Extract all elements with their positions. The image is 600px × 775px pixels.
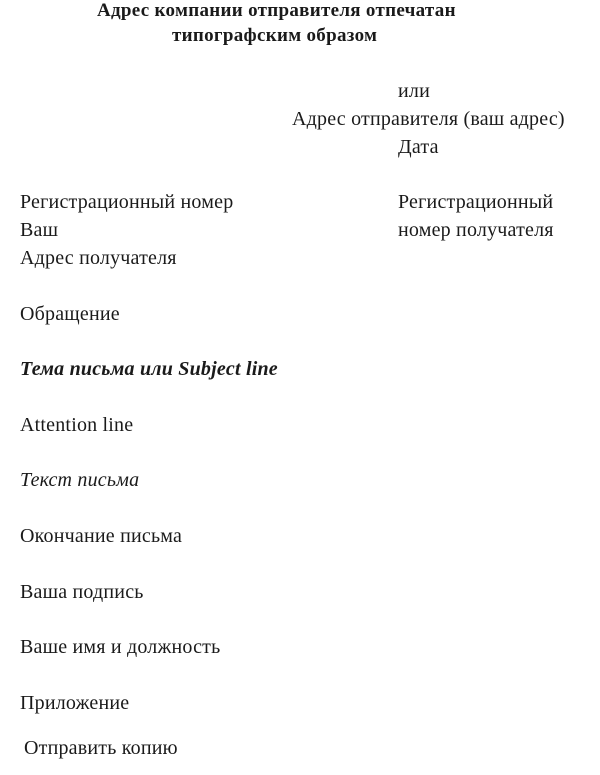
- date-label: Дата: [398, 136, 439, 158]
- copy-to: Отправить копию: [24, 737, 178, 759]
- sender-or: или: [398, 80, 430, 102]
- sender-reg-number-line-1: Регистрационный номер: [20, 191, 234, 213]
- attention-line: Attention line: [20, 414, 134, 436]
- letter-closing: Окончание письма: [20, 525, 183, 547]
- signature: Ваша подпись: [20, 581, 144, 603]
- name-and-title: Ваше имя и должность: [20, 636, 221, 658]
- sender-reg-number-line-2: Ваш: [20, 219, 59, 241]
- recipient-address: Адрес получателя: [20, 247, 177, 269]
- recipient-reg-number-line-1: Регистрационный: [398, 191, 554, 213]
- header-line-1: Адрес компании отправителя отпечатан: [97, 0, 456, 21]
- enclosure: Приложение: [20, 692, 130, 714]
- header-line-2: типографским образом: [172, 25, 378, 46]
- letter-text: Текст письма: [20, 469, 140, 491]
- sender-address: Адрес отправителя (ваш адрес): [292, 108, 565, 130]
- recipient-reg-number-line-2: номер получателя: [398, 219, 554, 241]
- subject-line: Тема письма или Subject line: [20, 358, 278, 380]
- salutation: Обращение: [20, 303, 120, 325]
